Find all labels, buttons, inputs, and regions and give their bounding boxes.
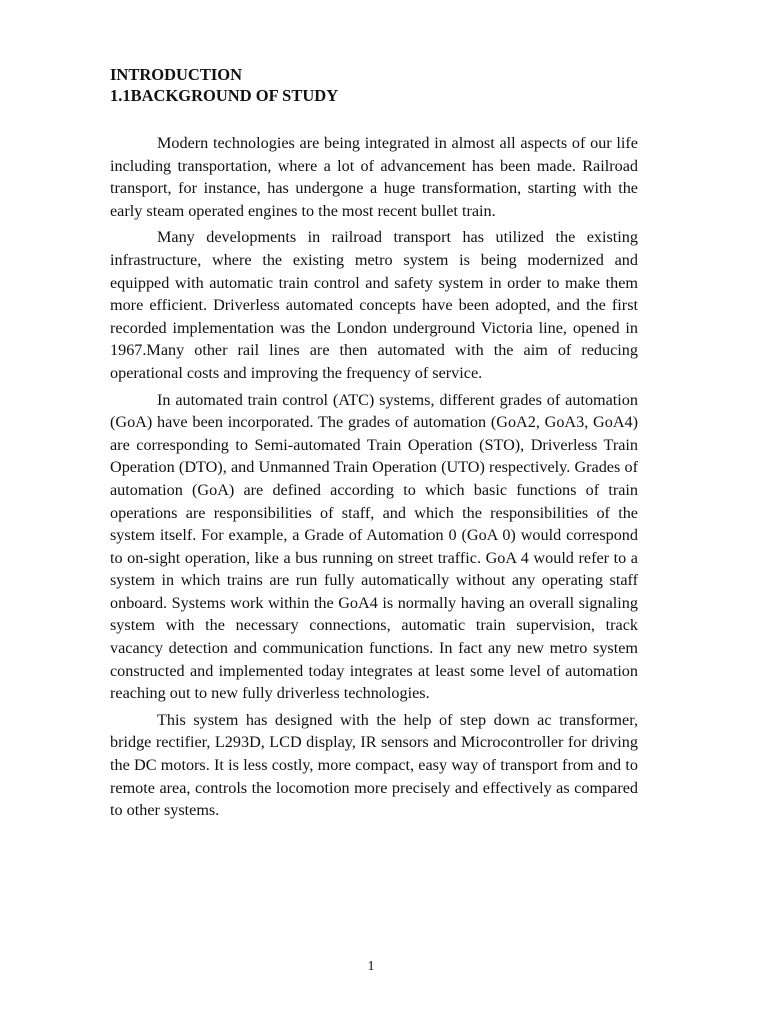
document-page: [110, 64, 638, 826]
body-text: [110, 132, 638, 822]
page-number: 1: [367, 959, 375, 974]
section-heading: 1.1BACKGROUND OF STUDY: [110, 86, 339, 105]
paragraph-railroad-developments: Many developments in railroad transport has utilized the existing infrastructure, where the existing metro system is being modernized and equipped with automatic train control and safety system in order to make them more efficient. Driverless automated concepts have been adopted, and the first recorded implementation was the London underground Victoria line, opened in 1967.Many other rail lines are then automated with the aim of reducing operational costs and improving the frequency of service.: [110, 228, 638, 382]
paragraph-modern-technologies: Modern technologies are being integrated in almost all aspects of our life including transportation, where a lot of advancement has been made. Railroad transport, for instance, has undergone a huge transformation, starting with the early steam operated engines to the most recent bullet train.: [110, 134, 638, 220]
paragraph-system-design: This system has designed with the help of step down ac transformer, bridge rectifier, L293D, LCD display, IR sensors and Microcontroller for driving the DC motors. It is less costly, more compact, easy way of transport from and to remote area, controls the locomotion more precisely and effectively as compared to other systems.: [110, 710, 638, 820]
paragraph-grades-of-automation: In automated train control (ATC) systems, different grades of automation (GoA) have been incorporated. The grades of automation (GoA2, GoA3, GoA4) are corresponding to Semi-automated Train Operation (STO), Driverless Train Operation (DTO), and Unmanned Train Operation (UTO) respectively. Grades of automation (GoA) are defined according to which basic functions of train operations are responsibilities of staff, and which the responsibilities of the system itself. For example, a Grade of Automation 0 (GoA 0) would correspond to on-sight operation, like a bus running on street traffic. GoA 4 would refer to a system in which trains are run fully automatically without any operating staff onboard. Systems work within the GoA4 is normally having an overall signaling system with the necessary connections, automatic train supervision, track vacancy detection and communication functions. In fact any new metro system constructed and implemented today integrates at least some level of automation reaching out to new fully driverless technologies.: [110, 390, 638, 703]
chapter-heading: INTRODUCTION: [110, 65, 243, 84]
